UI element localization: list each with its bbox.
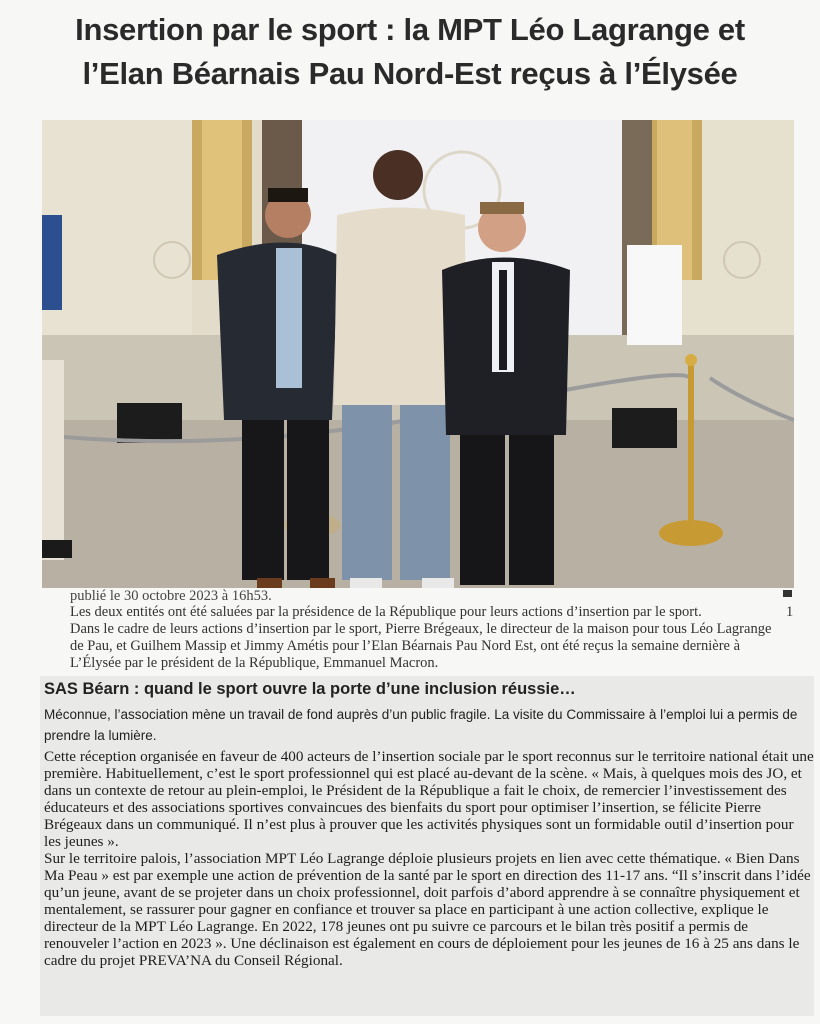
- publication-date: publié le 30 octobre 2023 à 16h53.: [70, 588, 272, 604]
- lede-paragraph-1: Les deux entités ont été saluées par la présidence de la République pour leurs actions d’insertion par le sport.: [70, 604, 702, 620]
- lede-footnote-number: 1: [786, 604, 794, 620]
- article-headline: [30, 8, 790, 96]
- article-photo: [42, 120, 794, 588]
- headline-line-2: l’Elan Béarnais Pau Nord-Est reçus à l’Élysée: [82, 56, 738, 91]
- lede-paragraph-2: Dans le cadre de leurs actions d’insertion par le sport, Pierre Brégeaux, le directeur de la maison pour tous Léo Lagrange de Pau, et Guilhem Massip et Jimmy Amétis pour l’Elan Béarnais Pau Nord Est, ont été reçus la semaine dernière à L’Élysée par le président de la République, Emmanuel Macron.: [70, 621, 772, 671]
- headline-line-1: Insertion par le sport : la MPT Léo Lagrange et: [75, 12, 745, 47]
- body-paragraph: Cette réception organisée en faveur de 400 acteurs de l’insertion sociale par le sport reconnus sur le territoire national était une première. Habituellement, c’est le sport professionnel qui est placé au-devant de la scène. « Mais, à quelques mois des JO, et dans un contexte de retour au plein-emploi, le Président de la République a fait le choix, de remercier l’investissement des éducateurs et des associations sportives convaincues des bienfaits du sport pour optimiser l’insertion, se félicite Pierre Brégeaux dans un communiqué. Il n’est plus à prouver que les activités physiques sont un formidable outil d’insertion pour les jeunes ».: [44, 748, 814, 850]
- article-lede: [70, 604, 794, 672]
- section-intro: Méconnue, l’association mène un travail de fond auprès d’un public fragile. La visite du Commissaire à l’emploi lui a permis de prendre la lumière.: [44, 707, 798, 743]
- section-subhead: SAS Béarn : quand le sport ouvre la porte d’une inclusion réussie…: [44, 680, 576, 698]
- comment-icon: [783, 590, 792, 597]
- body-paragraph: Sur le territoire palois, l’association MPT Léo Lagrange déploie plusieurs projets en lien avec cette thématique. « Bien Dans Ma Peau » est par exemple une action de prévention de la santé par le sport en direction des 11-17 ans. “Il s’inscrit dans l’idée qu’un jeune, avant de se projeter dans un choix professionnel, doit parfois d’abord apprendre à se connaître physiquement et mentalement, se rassurer pour gagner en confiance et trouver sa place en participant à une action collective, explique le directeur de la MPT Léo Lagrange. En 2022, 178 jeunes ont pu suivre ce parcours et le bilan très positif a permis de renouveler l’action en 2023 ». Une déclinaison est également en cours de déploiement pour les jeunes de 16 à 25 ans dans le cadre du projet PREVA’NA du Conseil Régional.: [44, 850, 811, 969]
- section-body: [44, 748, 814, 969]
